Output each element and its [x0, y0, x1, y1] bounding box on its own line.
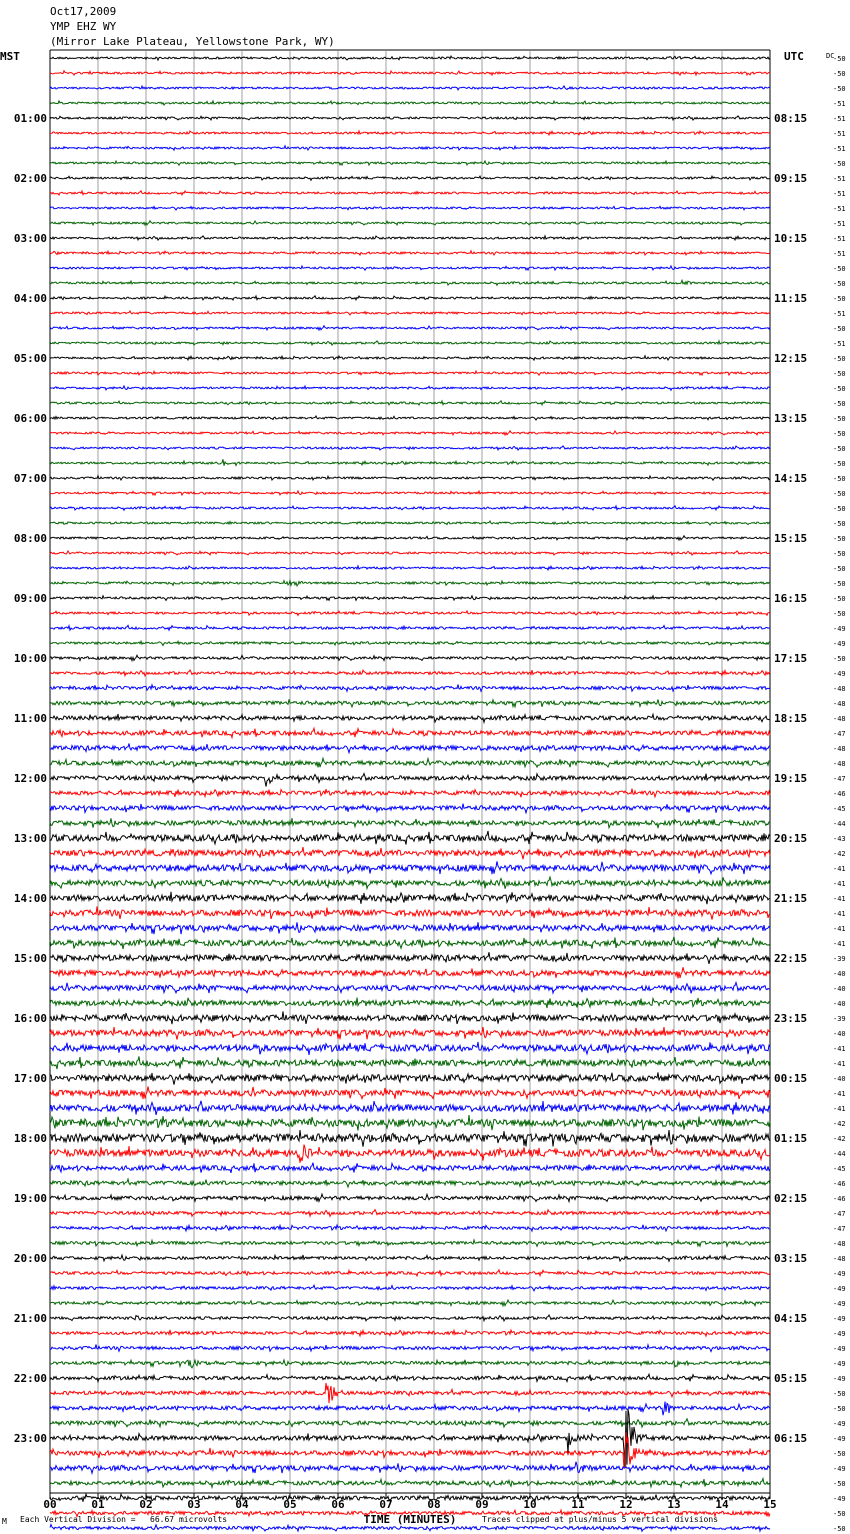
trace-row-23 — [50, 401, 770, 405]
utc-hour-label: 12:15 — [774, 352, 808, 365]
trace-row-47 — [50, 758, 770, 767]
trace-row-80 — [50, 1255, 770, 1261]
x-tick-label: 03 — [187, 1498, 201, 1511]
dc-offset-label: -51 — [833, 220, 846, 228]
dc-offset-label: -41 — [833, 1105, 846, 1113]
dc-offset-label: -50 — [833, 475, 846, 483]
trace-row-54 — [50, 861, 770, 874]
dc-offset-label: -51 — [833, 340, 846, 348]
x-tick-label: 13 — [667, 1498, 681, 1511]
trace-row-94 — [50, 1462, 770, 1474]
utc-hour-label: 04:15 — [774, 1312, 808, 1325]
dc-offset-label: -41 — [833, 1090, 846, 1098]
utc-hour-label: 19:15 — [774, 772, 808, 785]
mst-hour-label: 15:00 — [13, 952, 47, 965]
dc-offset-label: -51 — [833, 145, 846, 153]
dc-offset-label: -51 — [833, 175, 846, 183]
dc-offset-label: -40 — [833, 970, 846, 978]
dc-offset-label: -39 — [833, 955, 846, 963]
dc-offset-label: -50 — [833, 430, 846, 438]
dc-offset-label: -50 — [833, 565, 846, 573]
mst-hour-label: 23:00 — [13, 1432, 47, 1445]
dc-offset-label: -47 — [833, 1225, 846, 1233]
dc-offset-label: -51 — [833, 100, 846, 108]
trace-row-69 — [50, 1087, 770, 1100]
trace-row-0 — [50, 56, 770, 60]
trace-row-60 — [50, 952, 770, 964]
trace-row-30 — [50, 506, 770, 510]
dc-offset-label: -50 — [833, 490, 846, 498]
x-tick-label: 07 — [379, 1498, 393, 1511]
dc-offset-label: -45 — [833, 805, 846, 813]
x-tick-label: 01 — [91, 1498, 105, 1511]
dc-offset-label: -50 — [833, 400, 846, 408]
trace-row-3 — [50, 101, 770, 105]
trace-row-64 — [50, 1011, 770, 1024]
trace-row-17 — [50, 311, 770, 315]
dc-offset-label: -47 — [833, 1210, 846, 1218]
mst-hour-label: 14:00 — [13, 892, 47, 905]
trace-row-25 — [50, 431, 770, 435]
trace-row-95 — [50, 1479, 770, 1488]
trace-row-55 — [50, 877, 770, 889]
utc-hour-label: 14:15 — [774, 472, 808, 485]
trace-row-45 — [50, 728, 770, 737]
dc-offset-label: -50 — [833, 280, 846, 288]
dc-offset-label: -42 — [833, 1120, 846, 1128]
trace-row-70 — [50, 1101, 770, 1115]
mst-hour-label: 10:00 — [13, 652, 47, 665]
dc-offset-label: -49 — [833, 670, 846, 678]
dc-offset-label: -49 — [833, 1495, 846, 1503]
trace-row-50 — [50, 804, 770, 813]
trace-row-85 — [50, 1330, 770, 1336]
mst-hour-label: 12:00 — [13, 772, 47, 785]
trace-row-71 — [50, 1115, 770, 1130]
trace-row-12 — [50, 236, 770, 240]
trace-row-9 — [50, 191, 770, 195]
trace-row-34 — [50, 566, 770, 570]
utc-axis-label: UTC — [784, 50, 804, 63]
trace-row-38 — [50, 625, 770, 630]
trace-row-61 — [50, 967, 770, 978]
utc-hour-label: 23:15 — [774, 1012, 808, 1025]
dc-offset-label: -41 — [833, 940, 846, 948]
trace-row-72 — [50, 1130, 770, 1147]
utc-hour-label: 13:15 — [774, 412, 808, 425]
mst-hour-label: 07:00 — [13, 472, 47, 485]
trace-row-39 — [50, 641, 770, 646]
dc-offset-label: -50 — [833, 385, 846, 393]
trace-row-73 — [50, 1145, 770, 1163]
dc-offset-label: -40 — [833, 1000, 846, 1008]
dc-offset-label: -45 — [833, 1165, 846, 1173]
trace-row-89 — [50, 1383, 770, 1403]
trace-row-92 — [50, 1409, 770, 1467]
x-tick-label: 02 — [139, 1498, 153, 1511]
x-tick-label: 10 — [523, 1498, 537, 1511]
dc-offset-label: -44 — [833, 1150, 846, 1158]
x-tick-label: 15 — [763, 1498, 777, 1511]
trace-row-29 — [50, 491, 770, 495]
trace-row-76 — [50, 1194, 770, 1202]
trace-row-2 — [50, 86, 770, 90]
utc-hour-label: 00:15 — [774, 1072, 808, 1085]
trace-row-66 — [50, 1042, 770, 1055]
dc-label: DC — [826, 52, 835, 60]
dc-offset-label: -47 — [833, 730, 846, 738]
dc-offset-label: -50 — [833, 160, 846, 168]
dc-offset-label: -49 — [833, 1360, 846, 1368]
trace-row-36 — [50, 596, 770, 601]
trace-row-5 — [50, 131, 770, 135]
dc-offset-label: -49 — [833, 625, 846, 633]
trace-row-90 — [50, 1402, 770, 1416]
dc-offset-label: -48 — [833, 685, 846, 693]
dc-offset-label: -48 — [833, 1240, 846, 1248]
dc-offset-label: -48 — [833, 715, 846, 723]
trace-row-57 — [50, 906, 770, 919]
dc-offset-label: -44 — [833, 820, 846, 828]
dc-offset-label: -51 — [833, 310, 846, 318]
trace-row-43 — [50, 699, 770, 707]
utc-hour-label: 05:15 — [774, 1372, 808, 1385]
trace-row-65 — [50, 1027, 770, 1040]
trace-row-35 — [50, 581, 770, 586]
mst-hour-label: 18:00 — [13, 1132, 47, 1145]
mst-hour-label: 01:00 — [13, 112, 47, 125]
trace-row-58 — [50, 922, 770, 934]
trace-row-10 — [50, 206, 770, 210]
dc-offset-label: -48 — [833, 700, 846, 708]
trace-row-67 — [50, 1056, 770, 1069]
header-date: Oct17,2009 — [50, 5, 117, 18]
trace-row-6 — [50, 146, 770, 150]
mst-hour-label: 02:00 — [13, 172, 47, 185]
utc-hour-label: 03:15 — [774, 1252, 808, 1265]
dc-offset-label: -41 — [833, 880, 846, 888]
trace-row-81 — [50, 1270, 770, 1276]
trace-row-86 — [50, 1345, 770, 1352]
dc-offset-label: -50 — [833, 610, 846, 618]
dc-offset-label: -50 — [833, 595, 846, 603]
trace-row-42 — [50, 685, 770, 692]
utc-hour-label: 21:15 — [774, 892, 808, 905]
utc-hour-label: 20:15 — [774, 832, 808, 845]
mst-hour-label: 19:00 — [13, 1192, 47, 1205]
mst-hour-label: 20:00 — [13, 1252, 47, 1265]
mst-hour-label: 11:00 — [13, 712, 47, 725]
trace-row-24 — [50, 416, 770, 420]
mst-hour-label: 13:00 — [13, 832, 47, 845]
dc-offset-label: -50 — [833, 55, 846, 63]
trace-row-37 — [50, 611, 770, 616]
trace-row-48 — [50, 774, 770, 787]
x-tick-label: 00 — [43, 1498, 57, 1511]
dc-offset-label: -39 — [833, 1015, 846, 1023]
trace-row-18 — [50, 326, 770, 330]
trace-row-96 — [50, 1494, 770, 1502]
trace-row-56 — [50, 892, 770, 904]
dc-offset-label: -50 — [833, 1480, 846, 1488]
dc-offset-label: -51 — [833, 190, 846, 198]
dc-offset-label: -50 — [833, 460, 846, 468]
dc-offset-label: -49 — [833, 1375, 846, 1383]
dc-offset-label: -49 — [833, 1300, 846, 1308]
trace-row-84 — [50, 1315, 770, 1321]
utc-hour-label: 09:15 — [774, 172, 808, 185]
dc-offset-label: -50 — [833, 505, 846, 513]
trace-row-49 — [50, 789, 770, 798]
trace-row-52 — [50, 831, 770, 845]
corner-mark: M — [2, 1517, 7, 1526]
trace-row-32 — [50, 536, 770, 540]
dc-offset-label: -42 — [833, 1135, 846, 1143]
x-tick-label: 12 — [619, 1498, 633, 1511]
dc-offset-label: -40 — [833, 1030, 846, 1038]
mst-hour-label: 06:00 — [13, 412, 47, 425]
trace-row-59 — [50, 937, 770, 949]
x-tick-label: 05 — [283, 1498, 297, 1511]
trace-row-19 — [50, 341, 770, 345]
dc-offset-label: -41 — [833, 895, 846, 903]
x-tick-label: 06 — [331, 1498, 345, 1511]
dc-offset-label: -51 — [833, 115, 846, 123]
header-station: YMP EHZ WY — [50, 20, 117, 33]
dc-offset-label: -42 — [833, 850, 846, 858]
dc-offset-label: -48 — [833, 1255, 846, 1263]
utc-hour-label: 17:15 — [774, 652, 808, 665]
dc-offset-label: -50 — [833, 415, 846, 423]
x-axis-title: TIME (MINUTES) — [363, 1513, 457, 1526]
dc-offset-label: -46 — [833, 790, 846, 798]
dc-offset-label: -49 — [833, 1270, 846, 1278]
trace-row-11 — [50, 221, 770, 225]
dc-offset-label: -50 — [833, 1405, 846, 1413]
dc-offset-label: -50 — [833, 1525, 846, 1533]
dc-offset-label: -47 — [833, 775, 846, 783]
trace-row-15 — [50, 280, 770, 285]
dc-offset-label: -50 — [833, 295, 846, 303]
header-location: (Mirror Lake Plateau, Yellowstone Park, WY) — [50, 35, 335, 48]
dc-offset-label: -51 — [833, 235, 846, 243]
dc-offset-label: -49 — [833, 1315, 846, 1323]
utc-hour-label: 15:15 — [774, 532, 808, 545]
dc-offset-label: -50 — [833, 580, 846, 588]
mst-hour-label: 05:00 — [13, 352, 47, 365]
trace-row-82 — [50, 1285, 770, 1291]
trace-row-77 — [50, 1210, 770, 1217]
dc-offset-label: -49 — [833, 1435, 846, 1443]
trace-row-33 — [50, 551, 770, 555]
mst-hour-label: 16:00 — [13, 1012, 47, 1025]
dc-offset-label: -41 — [833, 925, 846, 933]
trace-row-28 — [50, 476, 770, 480]
trace-row-14 — [50, 266, 770, 270]
mst-hour-label: 04:00 — [13, 292, 47, 305]
mst-hour-label: 09:00 — [13, 592, 47, 605]
utc-hour-label: 11:15 — [774, 292, 808, 305]
trace-row-63 — [50, 998, 770, 1008]
trace-row-74 — [50, 1163, 770, 1173]
trace-row-79 — [50, 1240, 770, 1246]
trace-row-44 — [50, 714, 770, 722]
trace-row-22 — [50, 386, 770, 390]
mst-hour-label: 08:00 — [13, 532, 47, 545]
trace-row-7 — [50, 161, 770, 165]
dc-offset-label: -40 — [833, 985, 846, 993]
dc-offset-label: -41 — [833, 1045, 846, 1053]
dc-offset-label: -50 — [833, 85, 846, 93]
trace-row-75 — [50, 1179, 770, 1187]
trace-row-78 — [50, 1225, 770, 1231]
dc-offset-label: -50 — [833, 535, 846, 543]
dc-offset-label: -50 — [833, 655, 846, 663]
utc-hour-label: 10:15 — [774, 232, 808, 245]
trace-row-1 — [50, 71, 770, 75]
dc-offset-label: -41 — [833, 1060, 846, 1068]
x-tick-label: 04 — [235, 1498, 249, 1511]
dc-offset-label: -50 — [833, 550, 846, 558]
x-tick-label: 14 — [715, 1498, 729, 1511]
trace-row-20 — [50, 356, 770, 360]
utc-hour-label: 08:15 — [774, 112, 808, 125]
trace-row-27 — [50, 459, 770, 465]
utc-hour-label: 16:15 — [774, 592, 808, 605]
trace-row-87 — [50, 1360, 770, 1368]
trace-row-16 — [50, 296, 770, 300]
trace-row-91 — [50, 1419, 770, 1427]
trace-row-62 — [50, 983, 770, 994]
mst-hour-label: 21:00 — [13, 1312, 47, 1325]
trace-row-41 — [50, 670, 770, 676]
utc-hour-label: 22:15 — [774, 952, 808, 965]
trace-row-88 — [50, 1374, 770, 1381]
dc-offset-label: -50 — [833, 370, 846, 378]
dc-offset-label: -40 — [833, 1075, 846, 1083]
dc-offset-label: -46 — [833, 1195, 846, 1203]
dc-offset-label: -49 — [833, 1345, 846, 1353]
dc-offset-label: -51 — [833, 205, 846, 213]
clip-note: Traces clipped at plus/minus 5 vertical divisions — [482, 1515, 719, 1524]
dc-offset-label: -50 — [833, 1450, 846, 1458]
trace-row-8 — [50, 176, 770, 180]
dc-offset-label: -50 — [833, 1510, 846, 1518]
trace-row-51 — [50, 818, 770, 828]
dc-offset-label: -41 — [833, 865, 846, 873]
dc-offset-label: -50 — [833, 265, 846, 273]
dc-offset-label: -49 — [833, 1285, 846, 1293]
dc-offset-label: -50 — [833, 70, 846, 78]
x-tick-label: 09 — [475, 1498, 489, 1511]
trace-row-40 — [50, 655, 770, 660]
dc-offset-label: -49 — [833, 1330, 846, 1338]
trace-row-4 — [50, 116, 770, 120]
trace-row-13 — [50, 251, 770, 255]
dc-offset-label: -48 — [833, 760, 846, 768]
dc-offset-label: -51 — [833, 250, 846, 258]
dc-offset-label: -50 — [833, 520, 846, 528]
dc-offset-label: -41 — [833, 910, 846, 918]
dc-offset-label: -46 — [833, 1180, 846, 1188]
dc-offset-label: -49 — [833, 1420, 846, 1428]
trace-row-53 — [50, 847, 770, 859]
dc-offset-label: -49 — [833, 1465, 846, 1473]
scale-note: Each Vertical Division = 66.67 microvolts — [20, 1515, 228, 1524]
trace-row-26 — [50, 446, 770, 450]
utc-hour-label: 01:15 — [774, 1132, 808, 1145]
trace-row-21 — [50, 371, 770, 375]
dc-offset-label: -43 — [833, 835, 846, 843]
dc-offset-label: -50 — [833, 445, 846, 453]
mst-hour-label: 03:00 — [13, 232, 47, 245]
trace-row-46 — [50, 744, 770, 753]
mst-axis-label: MST — [0, 50, 20, 63]
utc-hour-label: 06:15 — [774, 1432, 808, 1445]
trace-row-31 — [50, 521, 770, 525]
dc-offset-label: -51 — [833, 130, 846, 138]
dc-offset-label: -50 — [833, 355, 846, 363]
x-tick-label: 08 — [427, 1498, 441, 1511]
utc-hour-label: 18:15 — [774, 712, 808, 725]
dc-offset-label: -50 — [833, 1390, 846, 1398]
utc-hour-label: 02:15 — [774, 1192, 808, 1205]
mst-hour-label: 22:00 — [13, 1372, 47, 1385]
x-tick-label: 11 — [571, 1498, 585, 1511]
dc-offset-label: -48 — [833, 745, 846, 753]
dc-offset-label: -50 — [833, 325, 846, 333]
dc-offset-label: -49 — [833, 640, 846, 648]
mst-hour-label: 17:00 — [13, 1072, 47, 1085]
trace-row-68 — [50, 1072, 770, 1084]
trace-row-83 — [50, 1300, 770, 1306]
